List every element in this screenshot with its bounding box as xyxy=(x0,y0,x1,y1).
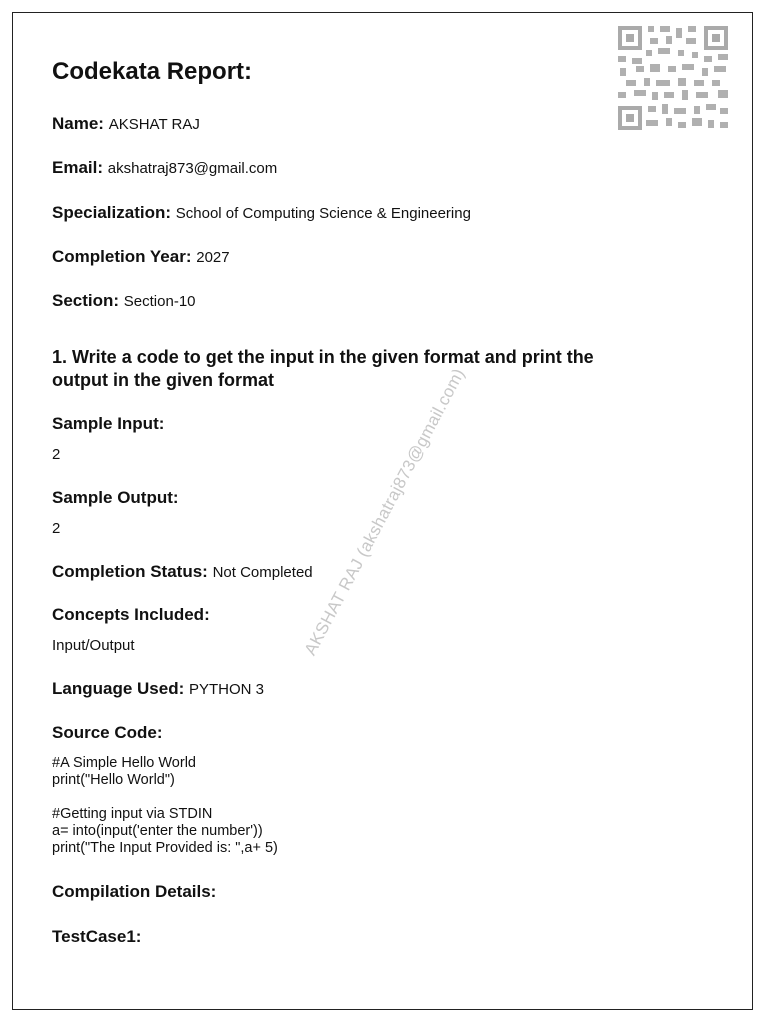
completion-status-label: Completion Status: xyxy=(52,562,208,581)
source-code-block-2: #Getting input via STDIN a= into(input('enter the number')) print("The Input Provided is: ",a+ 5) xyxy=(52,806,278,856)
language-value: PYTHON 3 xyxy=(188,681,264,698)
name-field xyxy=(52,114,200,134)
compilation-details-label: Compilation Details: xyxy=(52,882,217,901)
sample-input-value: 2 xyxy=(52,446,61,463)
report-title: Codekata Report: xyxy=(52,58,253,85)
source-code-block-1: #A Simple Hello World print("Hello World") xyxy=(52,755,196,788)
completion-year-field xyxy=(52,247,230,267)
section-field xyxy=(52,291,196,311)
language-label: Language Used: xyxy=(52,679,185,698)
completion-year-value: 2027 xyxy=(196,249,230,266)
completion-year-label: Completion Year: xyxy=(52,247,192,266)
email-label: Email: xyxy=(52,158,104,177)
section-value: Section-10 xyxy=(123,293,196,310)
source-code-label: Source Code: xyxy=(52,723,163,742)
name-label: Name: xyxy=(52,114,104,133)
specialization-value: School of Computing Science & Engineering xyxy=(175,205,471,222)
email-value: akshatraj873@gmail.com xyxy=(107,160,278,177)
completion-status-value: Not Completed xyxy=(212,564,313,581)
sample-output-label: Sample Output: xyxy=(52,488,179,507)
sample-output-value: 2 xyxy=(52,520,61,537)
concepts-label: Concepts Included: xyxy=(52,605,210,624)
specialization-label: Specialization: xyxy=(52,203,172,222)
sample-input-label: Sample Input: xyxy=(52,414,165,433)
language-field xyxy=(52,679,264,699)
watermark-text: AKSHAT RAJ (akshatraj873@gmail.com) xyxy=(300,365,469,659)
concepts-value: Input/Output xyxy=(52,637,135,654)
specialization-field xyxy=(52,203,471,223)
section-label: Section: xyxy=(52,291,120,310)
name-value: AKSHAT RAJ xyxy=(108,116,200,133)
qr-code-icon xyxy=(616,24,730,132)
email-field xyxy=(52,158,277,178)
question-title: 1. Write a code to get the input in the given format and print the output in the given format xyxy=(52,347,594,390)
completion-status-field xyxy=(52,562,313,582)
testcase-label: TestCase1: xyxy=(52,927,142,946)
